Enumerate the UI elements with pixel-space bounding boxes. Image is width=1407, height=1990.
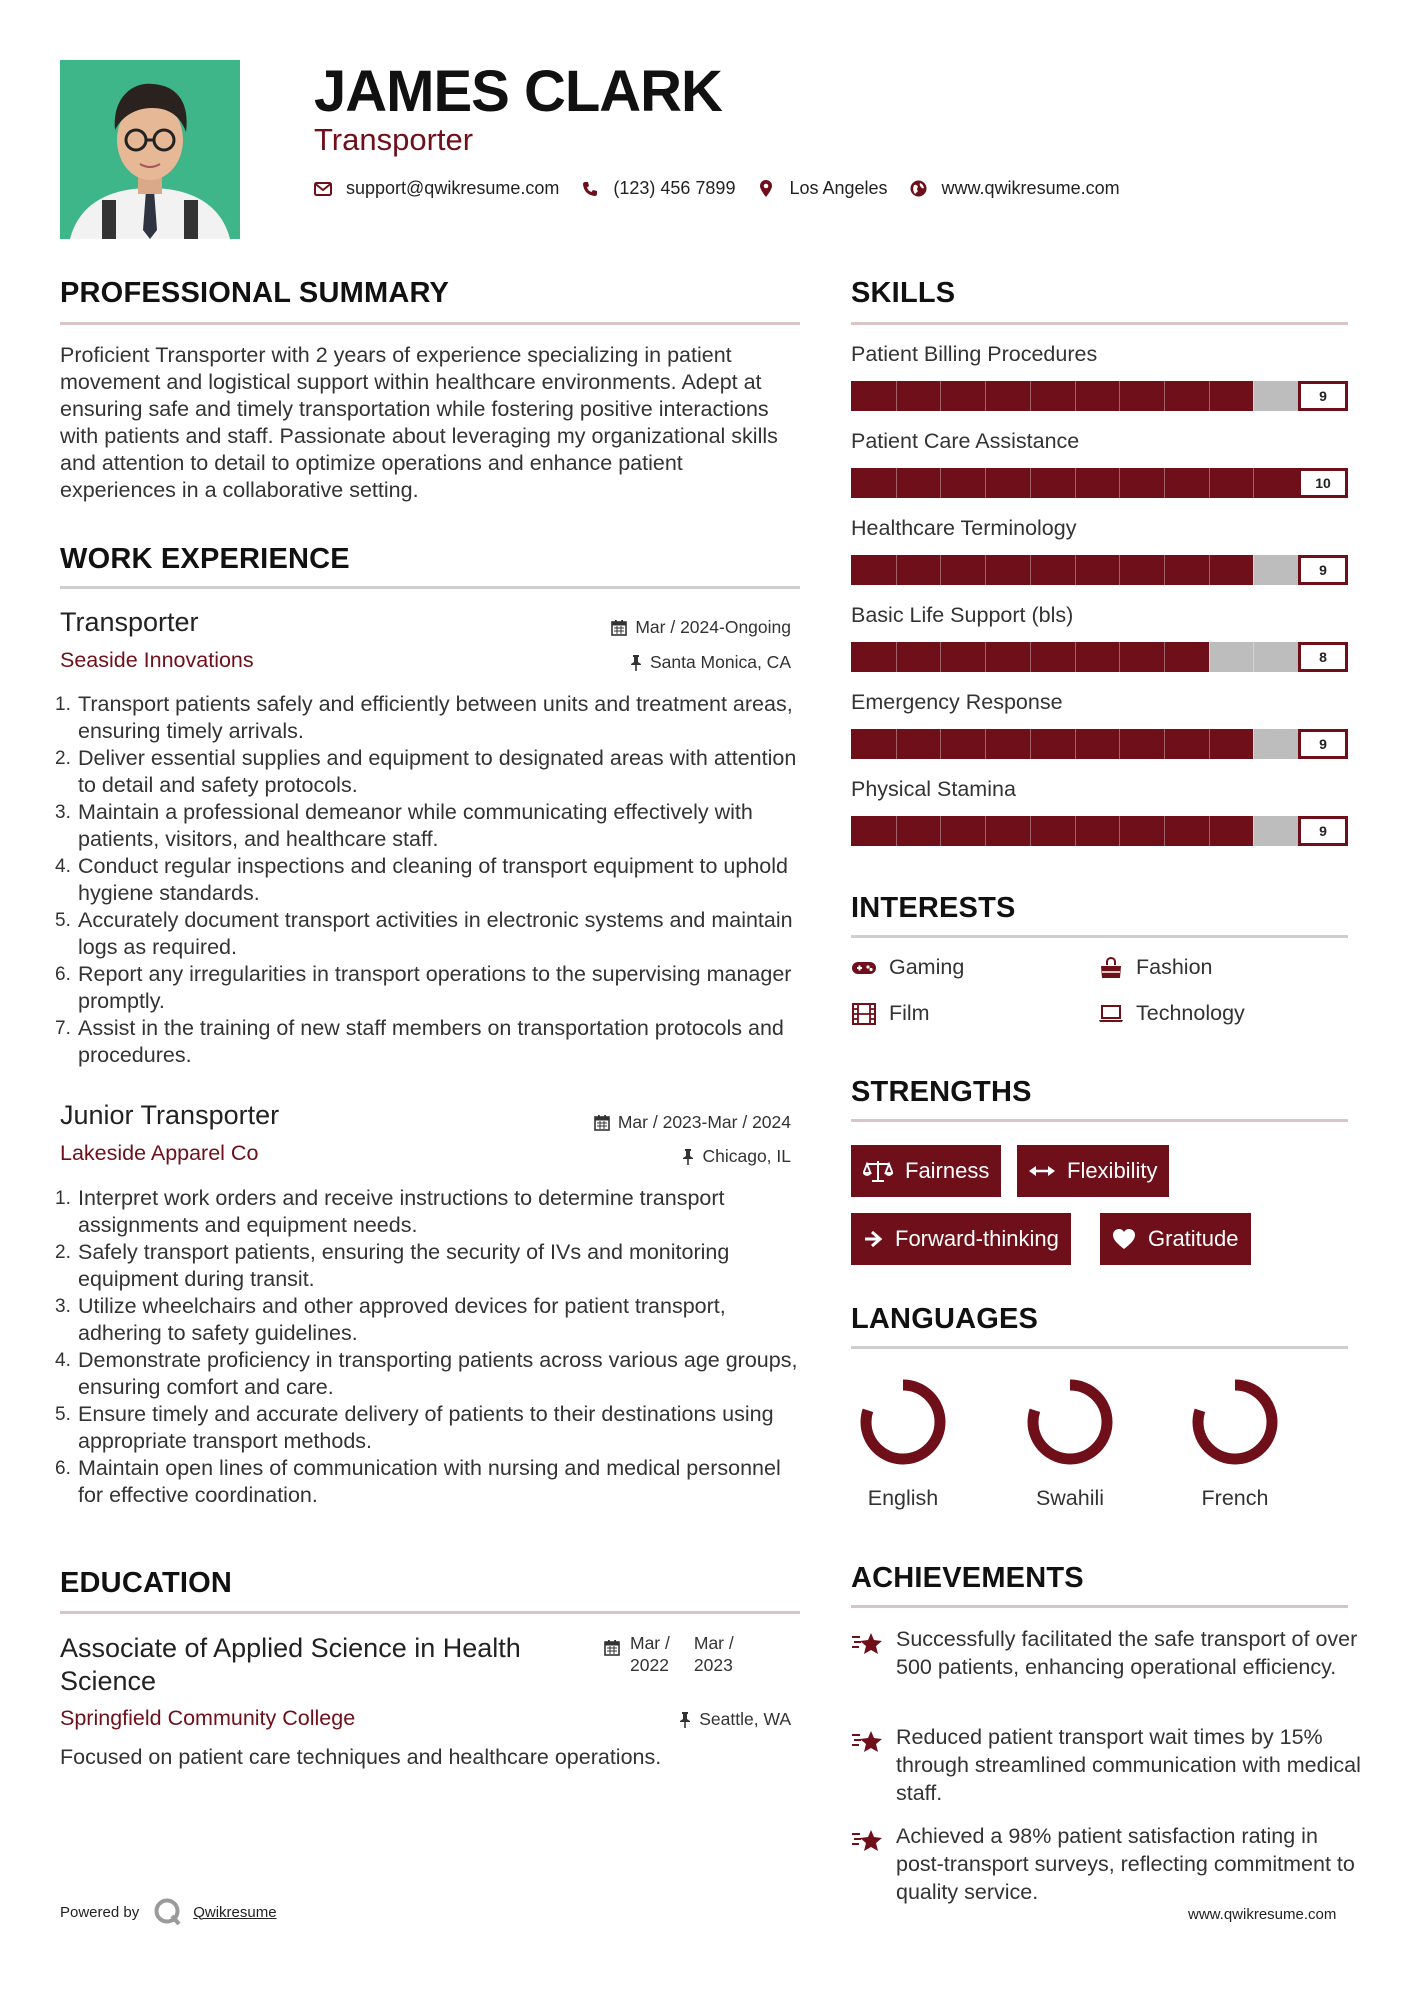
- education-start: Mar / 2022: [630, 1633, 670, 1675]
- interest-item: Fashion: [1098, 955, 1213, 980]
- job-location: Santa Monica, CA: [630, 652, 791, 673]
- contact-email[interactable]: support@qwikresume.com: [314, 178, 559, 199]
- skill-bar-divider: [896, 468, 897, 498]
- skill-bar-divider: [1209, 816, 1210, 846]
- job-location: Chicago, IL: [682, 1146, 791, 1167]
- skill-bar-divider: [1209, 468, 1210, 498]
- experience-rule: [60, 586, 800, 589]
- profile-photo: [60, 60, 240, 239]
- calendar-icon: [594, 1115, 610, 1131]
- skill-bar-divider: [1253, 468, 1254, 498]
- skill-score: 8: [1298, 642, 1348, 672]
- skill-bar: [851, 642, 1348, 672]
- skill-bar-divider: [1030, 816, 1031, 846]
- list-item: Transport patients safely and efficiently between units and treatment areas, ensuring timely arrivals.: [78, 692, 793, 743]
- degree-title: Associate of Applied Science in Health Science: [60, 1633, 521, 1696]
- gamepad-icon: [851, 960, 877, 976]
- strengths-rule: [851, 1119, 1348, 1122]
- skill-bar-divider: [1030, 381, 1031, 411]
- skill-bar-divider: [940, 816, 941, 846]
- skill-bar: [851, 381, 1348, 411]
- skill-bar-fill: [851, 816, 1253, 846]
- skill-bar-divider: [896, 555, 897, 585]
- skill-bar-divider: [1030, 729, 1031, 759]
- skills-heading: SKILLS: [851, 277, 956, 309]
- skill-bar-divider: [1253, 642, 1254, 672]
- skill-bar-divider: [1253, 555, 1254, 585]
- list-item: Utilize wheelchairs and other approved devices for patient transport, adhering to safety guidelines.: [78, 1294, 726, 1345]
- interests-heading: INTERESTS: [851, 892, 1016, 924]
- job-title: Junior Transporter: [60, 1100, 280, 1130]
- education-rule: [60, 1611, 800, 1614]
- contact-bar: [314, 178, 1142, 199]
- list-item: Assist in the training of new staff members on transportation protocols and procedures.: [78, 1016, 784, 1067]
- balance-scale-icon: [863, 1159, 893, 1183]
- arrow-right-icon: [863, 1229, 883, 1249]
- skill-bar-divider: [1119, 555, 1120, 585]
- job-duties-list: [60, 691, 800, 1069]
- skill-bar-divider: [1075, 468, 1076, 498]
- envelope-icon: [314, 180, 332, 198]
- school-name: Springfield Community College: [60, 1706, 356, 1730]
- skill-bar-divider: [1030, 642, 1031, 672]
- skill-bar-divider: [896, 381, 897, 411]
- language-level-ring: [1022, 1374, 1118, 1470]
- skill-bar-divider: [985, 642, 986, 672]
- list-item: Interpret work orders and receive instructions to determine transport assignments and equipment needs.: [78, 1186, 725, 1237]
- skill-bar-divider: [1164, 468, 1165, 498]
- list-item: Deliver essential supplies and equipment to designated areas with attention to detail and safety protocols.: [78, 746, 797, 797]
- skill-score: 9: [1298, 555, 1348, 585]
- skill-bar-divider: [985, 729, 986, 759]
- strengths-heading: STRENGTHS: [851, 1076, 1032, 1108]
- achievement-item: Successfully facilitated the safe transport of over 500 patients, enhancing operational efficiency.: [851, 1625, 1361, 1681]
- skill-name: Basic Life Support (bls): [851, 603, 1074, 627]
- language-label: Swahili: [1035, 1486, 1105, 1510]
- skills-rule: [851, 322, 1348, 325]
- job-company: Lakeside Apparel Co: [60, 1141, 259, 1165]
- education-heading: EDUCATION: [60, 1567, 233, 1599]
- globe-icon: [910, 180, 928, 198]
- candidate-role: Transporter: [314, 122, 474, 157]
- heart-icon: [1112, 1228, 1136, 1250]
- strength-chip: Fairness: [851, 1145, 1001, 1197]
- achievement-item: Achieved a 98% patient satisfaction rating in post-transport surveys, reflecting commitment to quality service.: [851, 1822, 1361, 1906]
- skill-bar-divider: [1119, 816, 1120, 846]
- candidate-name: JAMES CLARK: [314, 59, 722, 124]
- strength-chip: Flexibility: [1017, 1145, 1169, 1197]
- skill-bar-divider: [1030, 468, 1031, 498]
- skill-bar-divider: [1119, 642, 1120, 672]
- education-location: Seattle, WA: [679, 1709, 791, 1730]
- education-description: Focused on patient care techniques and healthcare operations.: [60, 1745, 662, 1769]
- list-item: Accurately document transport activities in electronic systems and maintain logs as required.: [78, 908, 793, 959]
- job-dates: Mar / 2024-Ongoing: [611, 617, 791, 638]
- contact-website[interactable]: www.qwikresume.com: [910, 178, 1120, 199]
- education-end: Mar / 2023: [693, 1633, 734, 1675]
- skill-bar-divider: [1209, 555, 1210, 585]
- language-item: [848, 1374, 958, 1511]
- skill-name: Patient Billing Procedures: [851, 342, 1098, 366]
- interests-rule: [851, 935, 1348, 938]
- skill-bar-divider: [985, 555, 986, 585]
- skill-bar-divider: [1164, 381, 1165, 411]
- skill-bar: [851, 729, 1348, 759]
- skill-bar-divider: [985, 468, 986, 498]
- job-dates: Mar / 2023-Mar / 2024: [594, 1112, 791, 1133]
- skill-bar-divider: [1075, 729, 1076, 759]
- skill-name: Patient Care Assistance: [851, 429, 1080, 453]
- skill-bar-divider: [1075, 381, 1076, 411]
- skill-bar-divider: [1119, 381, 1120, 411]
- list-item: Ensure timely and accurate delivery of patients to their destinations using appropriate transport methods.: [78, 1402, 774, 1453]
- pushpin-icon: [679, 1712, 691, 1728]
- map-pin-icon: [757, 180, 775, 198]
- language-item: [1180, 1374, 1290, 1511]
- list-item: Maintain open lines of communication with nursing and medical personnel for effective coordination.: [78, 1456, 781, 1507]
- laptop-icon: [1098, 1005, 1124, 1023]
- calendar-icon: [604, 1632, 620, 1676]
- skill-bar-fill: [851, 555, 1253, 585]
- skill-bar: [851, 816, 1348, 846]
- calendar-icon: [611, 620, 627, 636]
- language-item: [1015, 1374, 1125, 1511]
- interest-item: Gaming: [851, 955, 964, 980]
- star-award-icon: [851, 1822, 896, 1906]
- skill-name: Healthcare Terminology: [851, 516, 1077, 540]
- list-item: Report any irregularities in transport operations to the supervising manager promptly.: [78, 962, 792, 1013]
- summary-rule: [60, 322, 800, 325]
- interest-item: Technology: [1098, 1001, 1245, 1026]
- achievements-rule: [851, 1605, 1348, 1608]
- pushpin-icon: [630, 655, 642, 671]
- strength-chip: Forward-thinking: [851, 1213, 1071, 1265]
- language-level-ring: [1187, 1374, 1283, 1470]
- list-item: Conduct regular inspections and cleaning of transport equipment to uphold hygiene standards.: [78, 854, 788, 905]
- star-award-icon: [851, 1625, 896, 1681]
- skill-score: 9: [1298, 729, 1348, 759]
- film-icon: [851, 1003, 877, 1025]
- summary-heading: PROFESSIONAL SUMMARY: [60, 277, 450, 309]
- skill-bar-divider: [940, 642, 941, 672]
- list-item: Maintain a professional demeanor while communicating effectively with patients, visitors, and healthcare staff.: [78, 800, 753, 851]
- skill-name: Emergency Response: [851, 690, 1063, 714]
- languages-heading: LANGUAGES: [851, 1303, 1039, 1335]
- achievements-heading: ACHIEVEMENTS: [851, 1562, 1084, 1594]
- list-item: Safely transport patients, ensuring the security of IVs and monitoring equipment during transit.: [78, 1240, 730, 1291]
- skill-bar-divider: [940, 729, 941, 759]
- language-level-arc: [1198, 1385, 1272, 1459]
- skill-bar-fill: [851, 729, 1253, 759]
- skill-bar-divider: [1164, 729, 1165, 759]
- language-label: French: [1201, 1486, 1269, 1510]
- skill-bar-divider: [940, 468, 941, 498]
- phone-icon: [581, 180, 599, 198]
- skill-bar-divider: [1209, 642, 1210, 672]
- skill-bar-divider: [1253, 381, 1254, 411]
- skill-score: 10: [1298, 468, 1348, 498]
- skill-bar-divider: [1119, 468, 1120, 498]
- language-level-arc: [1033, 1385, 1107, 1459]
- skill-bar-divider: [1209, 729, 1210, 759]
- skill-bar-divider: [1164, 816, 1165, 846]
- skill-bar-divider: [1164, 555, 1165, 585]
- star-award-icon: [851, 1723, 896, 1807]
- footer-website[interactable]: www.qwikresume.com: [1188, 1906, 1337, 1923]
- skill-bar: [851, 468, 1348, 498]
- skill-bar-divider: [1253, 729, 1254, 759]
- skill-score: 9: [1298, 381, 1348, 411]
- skill-bar-divider: [1075, 555, 1076, 585]
- job-title: Transporter: [60, 607, 199, 637]
- skill-bar-divider: [940, 555, 941, 585]
- interest-item: Film: [851, 1001, 930, 1026]
- contact-phone[interactable]: (123) 456 7899: [581, 178, 735, 199]
- skill-bar: [851, 555, 1348, 585]
- shopping-bag-icon: [1098, 957, 1124, 979]
- skill-bar-divider: [940, 381, 941, 411]
- skill-bar-divider: [1075, 816, 1076, 846]
- pushpin-icon: [682, 1149, 694, 1165]
- skill-bar-divider: [985, 816, 986, 846]
- experience-heading: WORK EXPERIENCE: [60, 543, 350, 575]
- skill-bar-divider: [1209, 381, 1210, 411]
- skill-bar-divider: [896, 816, 897, 846]
- footer-powered-by: Powered by Qwikresume: [60, 1897, 277, 1927]
- skill-bar-divider: [896, 642, 897, 672]
- language-level-ring: [855, 1374, 951, 1470]
- qwikresume-link[interactable]: Qwikresume: [193, 1903, 277, 1921]
- skill-bar-fill: [851, 381, 1253, 411]
- languages-rule: [851, 1346, 1348, 1349]
- achievement-item: Reduced patient transport wait times by 15% through streamlined communication with medical staff.: [851, 1723, 1361, 1807]
- list-item: Demonstrate proficiency in transporting patients across various age groups, ensuring comfort and care.: [78, 1348, 798, 1399]
- skill-bar-divider: [985, 381, 986, 411]
- strength-chip: Gratitude: [1100, 1213, 1251, 1265]
- language-label: English: [867, 1486, 939, 1510]
- skill-bar-divider: [1030, 555, 1031, 585]
- education-dates: [604, 1632, 750, 1676]
- skill-bar-divider: [1164, 642, 1165, 672]
- skill-bar-divider: [896, 729, 897, 759]
- arrows-horizontal-icon: [1029, 1164, 1055, 1178]
- language-level-arc: [866, 1385, 940, 1459]
- qwikresume-logo-icon: [153, 1897, 183, 1927]
- job-duties-list: [60, 1185, 800, 1509]
- skill-name: Physical Stamina: [851, 777, 1016, 801]
- job-company: Seaside Innovations: [60, 648, 254, 672]
- summary-text: Proficient Transporter with 2 years of experience specializing in patient movement and logistical support within healthcare environments. Adept at ensuring safe and timely transportation while fostering positive interactions with patients and staff. Passionate about leveraging my organizational skills and attention to detail to optimize operations and enhance patient experiences in a collaborative setting.: [60, 343, 778, 502]
- skill-bar-divider: [1253, 816, 1254, 846]
- skill-bar-divider: [1119, 729, 1120, 759]
- skill-score: 9: [1298, 816, 1348, 846]
- contact-location: Los Angeles: [757, 178, 887, 199]
- skill-bar-divider: [1075, 642, 1076, 672]
